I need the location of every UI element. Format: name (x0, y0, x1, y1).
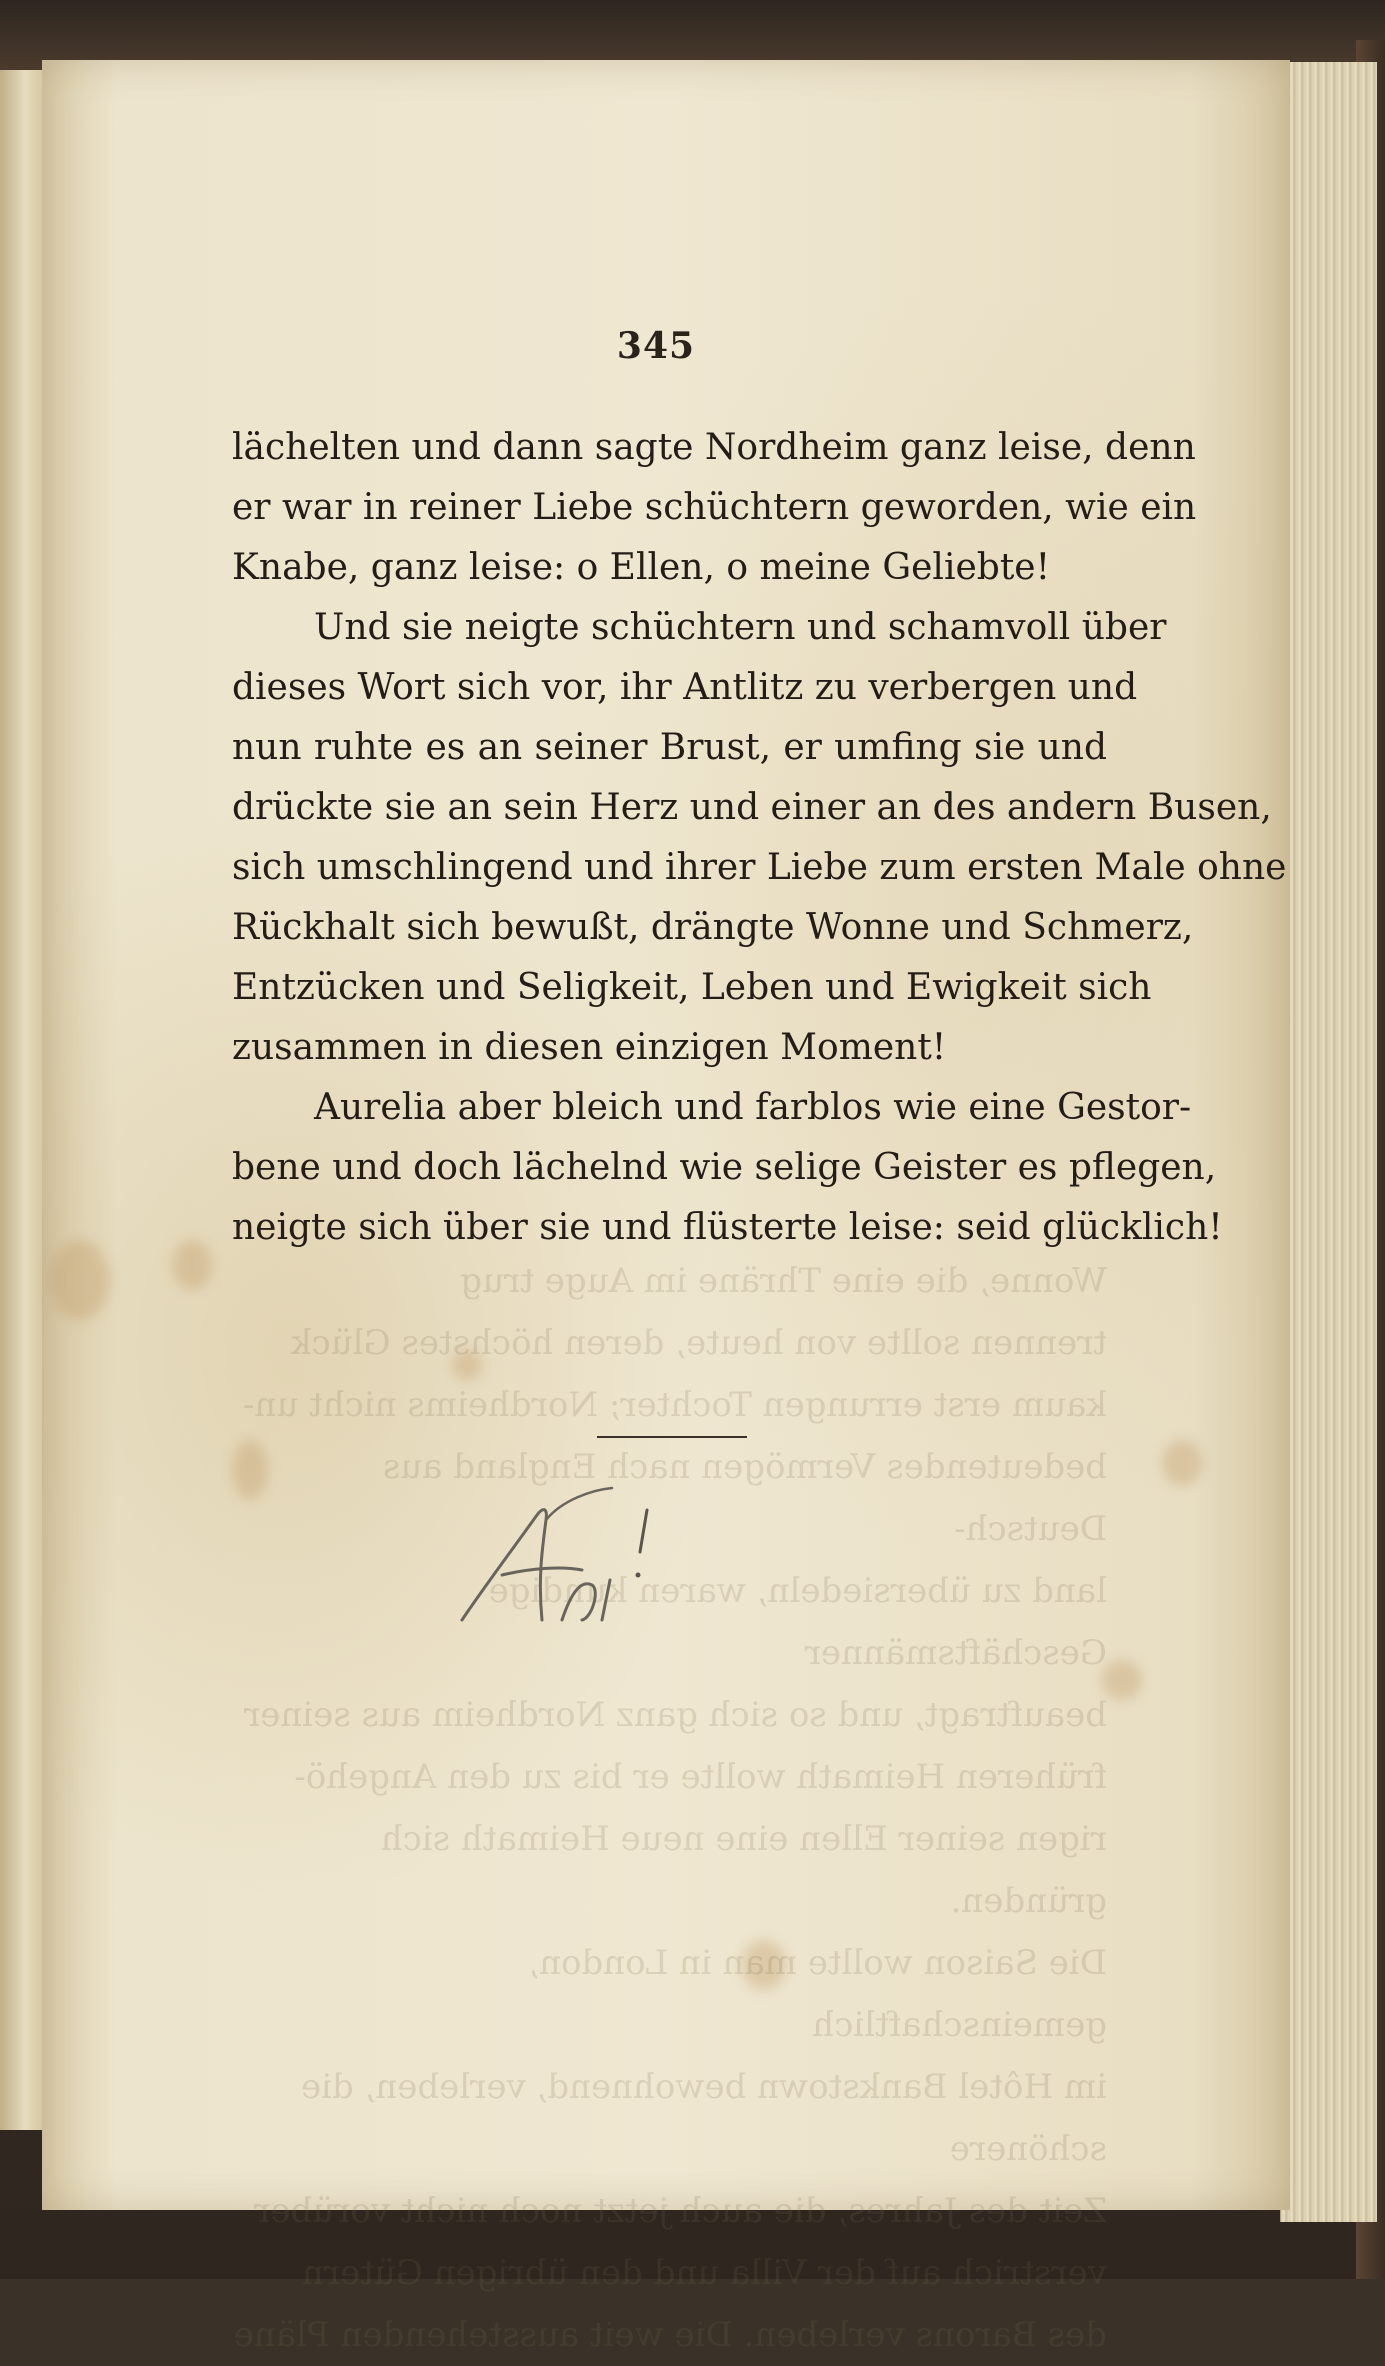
foxing-stain (452, 1350, 482, 1380)
book-page (42, 60, 1290, 2355)
handwritten-signature (442, 1470, 682, 1640)
text-line: dieses Wort sich vor, ihr Antlitz zu verbergen und (232, 667, 1138, 708)
text-line: Und sie neigte schüchtern und schamvoll über (314, 607, 1167, 648)
foxing-stain (172, 1240, 212, 1290)
text-line: neigte sich über sie und flüsterte leise: seid glücklich! (232, 1207, 1223, 1248)
end-rule (597, 1436, 747, 1438)
foxing-stain (232, 1440, 268, 1500)
foxing-stain (1162, 1440, 1202, 1486)
text-line: Knabe, ganz leise: o Ellen, o meine Geliebte! (232, 547, 1051, 588)
text-line: er war in reiner Liebe schüchtern geworden, wie ein (232, 487, 1197, 528)
page-body-text (232, 418, 1287, 1258)
facing-page-edge (0, 70, 44, 2130)
text-line: drückte sie an sein Herz und einer an des andern Busen, (232, 787, 1272, 828)
page-number: 345 (616, 325, 696, 367)
page-edges (1280, 62, 1377, 2222)
text-line: sich umschlingend und ihrer Liebe zum ersten Male ohne (232, 847, 1287, 888)
text-line: zusammen in diesen einzigen Moment! (232, 1027, 947, 1068)
foxing-stain (50, 1240, 110, 1320)
foxing-stain (1102, 1660, 1142, 1700)
text-line: lächelten und dann sagte Nordheim ganz leise, denn (232, 427, 1196, 468)
text-line: Aurelia aber bleich und farblos wie eine Gestor- (314, 1087, 1192, 1128)
bleed-through-text: Wonne, die eine Thräne im Auge trug trennen sollte von heute, deren höchstes Glück kaum erst errungen Tochter; Nordheims nicht un- bedeutendes Vermögen nach England aus Deutsch- land zu übersiedeln, waren kundige Geschäftsmänner beauftragt, und so sich ganz Nordheim aus seiner früheren Heimath wollte er bis zu den Angehö- rigen seiner Ellen eine neue Heimath sich gründen. Die Saison wollte man in London, gemeinschaftlich im Hôtel Bankstown bewohnend, verleben, die schönere Zeit des Jahres, die auch jetzt noch nicht vorüber verstrich auf der Villa und den übrigen Gütern des Barons verleben. Die weit ausstehenden Pläne (233, 1261, 1107, 2355)
text-line: Entzücken und Seligkeit, Leben und Ewigkeit sich (232, 967, 1152, 1008)
text-line: bene und doch lächelnd wie selige Geister es pflegen, (232, 1147, 1217, 1188)
foxing-stain (742, 1940, 786, 1990)
text-line: Rückhalt sich bewußt, drängte Wonne und Schmerz, (232, 907, 1194, 948)
text-line: nun ruhte es an seiner Brust, er umfing sie und (232, 727, 1107, 768)
